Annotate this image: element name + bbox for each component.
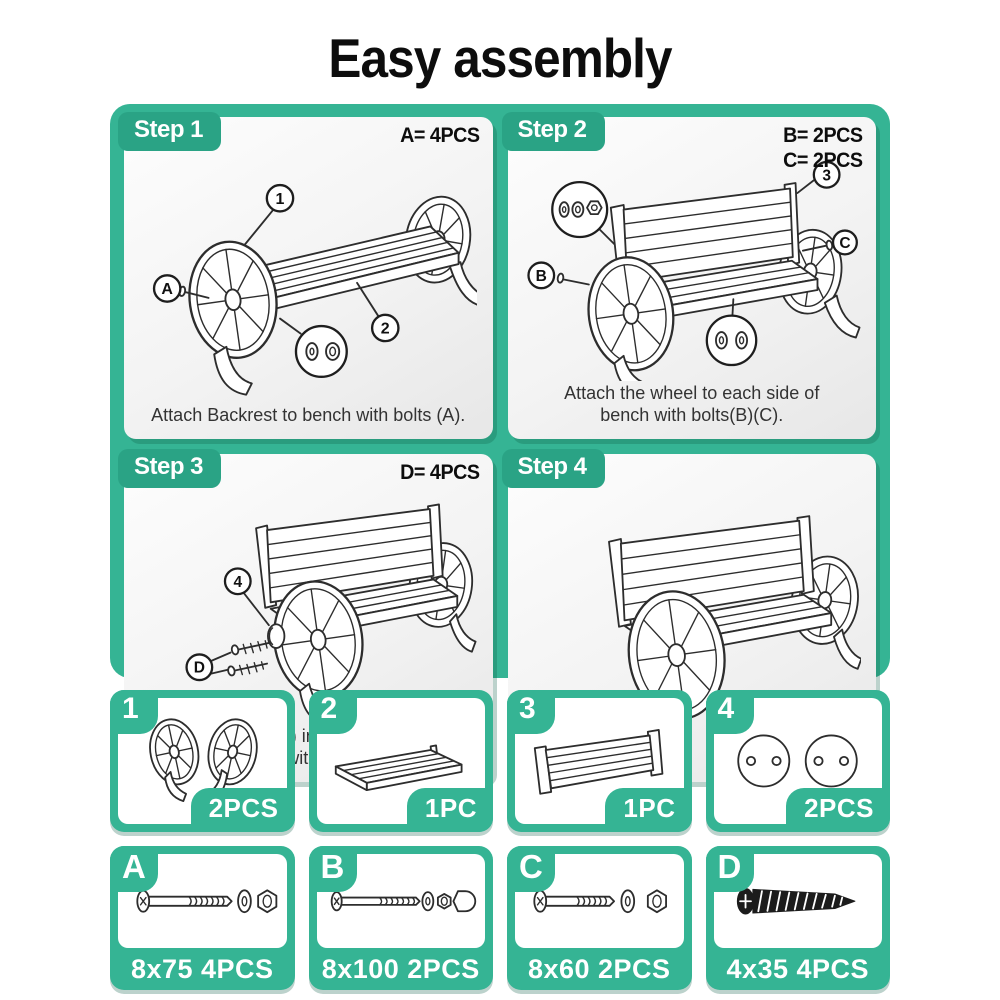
- rear-leg: [450, 615, 476, 652]
- hardware-detail-circle-top: [552, 182, 614, 244]
- hardware-panel-a: [110, 846, 295, 990]
- front-wheel: [182, 236, 284, 363]
- step-3-pcs-line1: D= 4PCS: [399, 461, 480, 485]
- svg-text:A: A: [161, 281, 174, 299]
- hardware-c-size: 8x60 2PCS: [527, 954, 671, 984]
- hardware-panel-c: [507, 846, 692, 990]
- rear-leg: [834, 630, 861, 669]
- svg-text:4: 4: [233, 574, 243, 592]
- part-2-count-badge: 1PC: [407, 788, 493, 832]
- part-2-number-badge: 2: [309, 690, 357, 734]
- callout-d-screws: [187, 641, 271, 680]
- page-title: Easy assembly: [328, 27, 672, 89]
- step-3-pcs: [400, 461, 480, 486]
- hardware-a-letter-badge: A: [110, 846, 158, 892]
- step-4-tab: Step 4: [502, 449, 605, 488]
- svg-text:D: D: [193, 660, 206, 678]
- part-panel-3: [507, 690, 692, 832]
- step-1-pcs-line1: A= 4PCS: [399, 124, 480, 147]
- part-3-count-badge: 1PC: [605, 788, 691, 832]
- part-3-number-badge: 3: [507, 690, 555, 734]
- callout-1: [244, 185, 293, 245]
- step-1-pcs: [400, 124, 480, 149]
- hardware-detail-circle: [280, 319, 347, 377]
- hardware-b-letter-badge: B: [309, 846, 357, 892]
- part-panel-2: [309, 690, 494, 832]
- part-1-count-badge: 2PCS: [191, 788, 295, 832]
- step-3-tab: Step 3: [118, 449, 221, 488]
- hardware-panel-b: [309, 846, 494, 990]
- step-2-tab: Step 2: [502, 112, 605, 151]
- step-panel-2: [508, 117, 877, 439]
- hardware-c-letter-badge: C: [507, 846, 555, 892]
- cap-disc: [268, 625, 284, 649]
- svg-text:2: 2: [380, 320, 390, 338]
- rear-leg: [449, 262, 477, 305]
- callout-2: [357, 283, 398, 341]
- part-panel-1: [110, 690, 295, 832]
- hardware-panel-d: [706, 846, 891, 990]
- step-1-caption: Attach Backrest to bench with bolts (A).: [151, 405, 466, 426]
- step-2-pcs-line1: B= 2PCS: [783, 124, 863, 147]
- step-3-figure: [132, 488, 485, 724]
- part-1-number-badge: 1: [110, 690, 158, 734]
- callout-b-bolt: [528, 263, 588, 289]
- hardware-d-letter-badge: D: [706, 846, 754, 892]
- step-2-illustration: [523, 148, 863, 381]
- part-4-number-badge: 4: [706, 690, 754, 734]
- parts-row: [110, 690, 890, 832]
- svg-text:3: 3: [821, 167, 831, 185]
- steps-container: [110, 104, 890, 769]
- step-1-illustration: [139, 151, 477, 403]
- hardware-row: [110, 846, 890, 990]
- svg-text:B: B: [535, 267, 547, 285]
- step-2-figure: [516, 148, 869, 381]
- step-panel-1: [124, 117, 493, 439]
- step-2-pcs-line2: C= 2PCS: [783, 148, 863, 172]
- step-2-caption: Attach the wheel to each side of bench with bolts(B)(C).: [564, 383, 820, 426]
- part-panel-4: [706, 690, 891, 832]
- hardware-a-size: 8x75 4PCS: [130, 954, 274, 984]
- svg-text:C: C: [838, 234, 851, 252]
- part-4-count-badge: 2PCS: [786, 788, 890, 832]
- step-2-pcs: [783, 124, 863, 174]
- rear-leg: [824, 296, 859, 338]
- step-3-caption: with: [286, 748, 319, 769]
- hardware-d-size: 4x35 4PCS: [726, 954, 870, 984]
- svg-text:1: 1: [275, 190, 285, 208]
- step-3-illustration: [139, 488, 477, 724]
- step-1-tab: Step 1: [118, 112, 221, 151]
- step-1-figure: [132, 151, 485, 403]
- hardware-b-size: 8x100 2PCS: [321, 954, 480, 984]
- wheel-right: [202, 715, 262, 789]
